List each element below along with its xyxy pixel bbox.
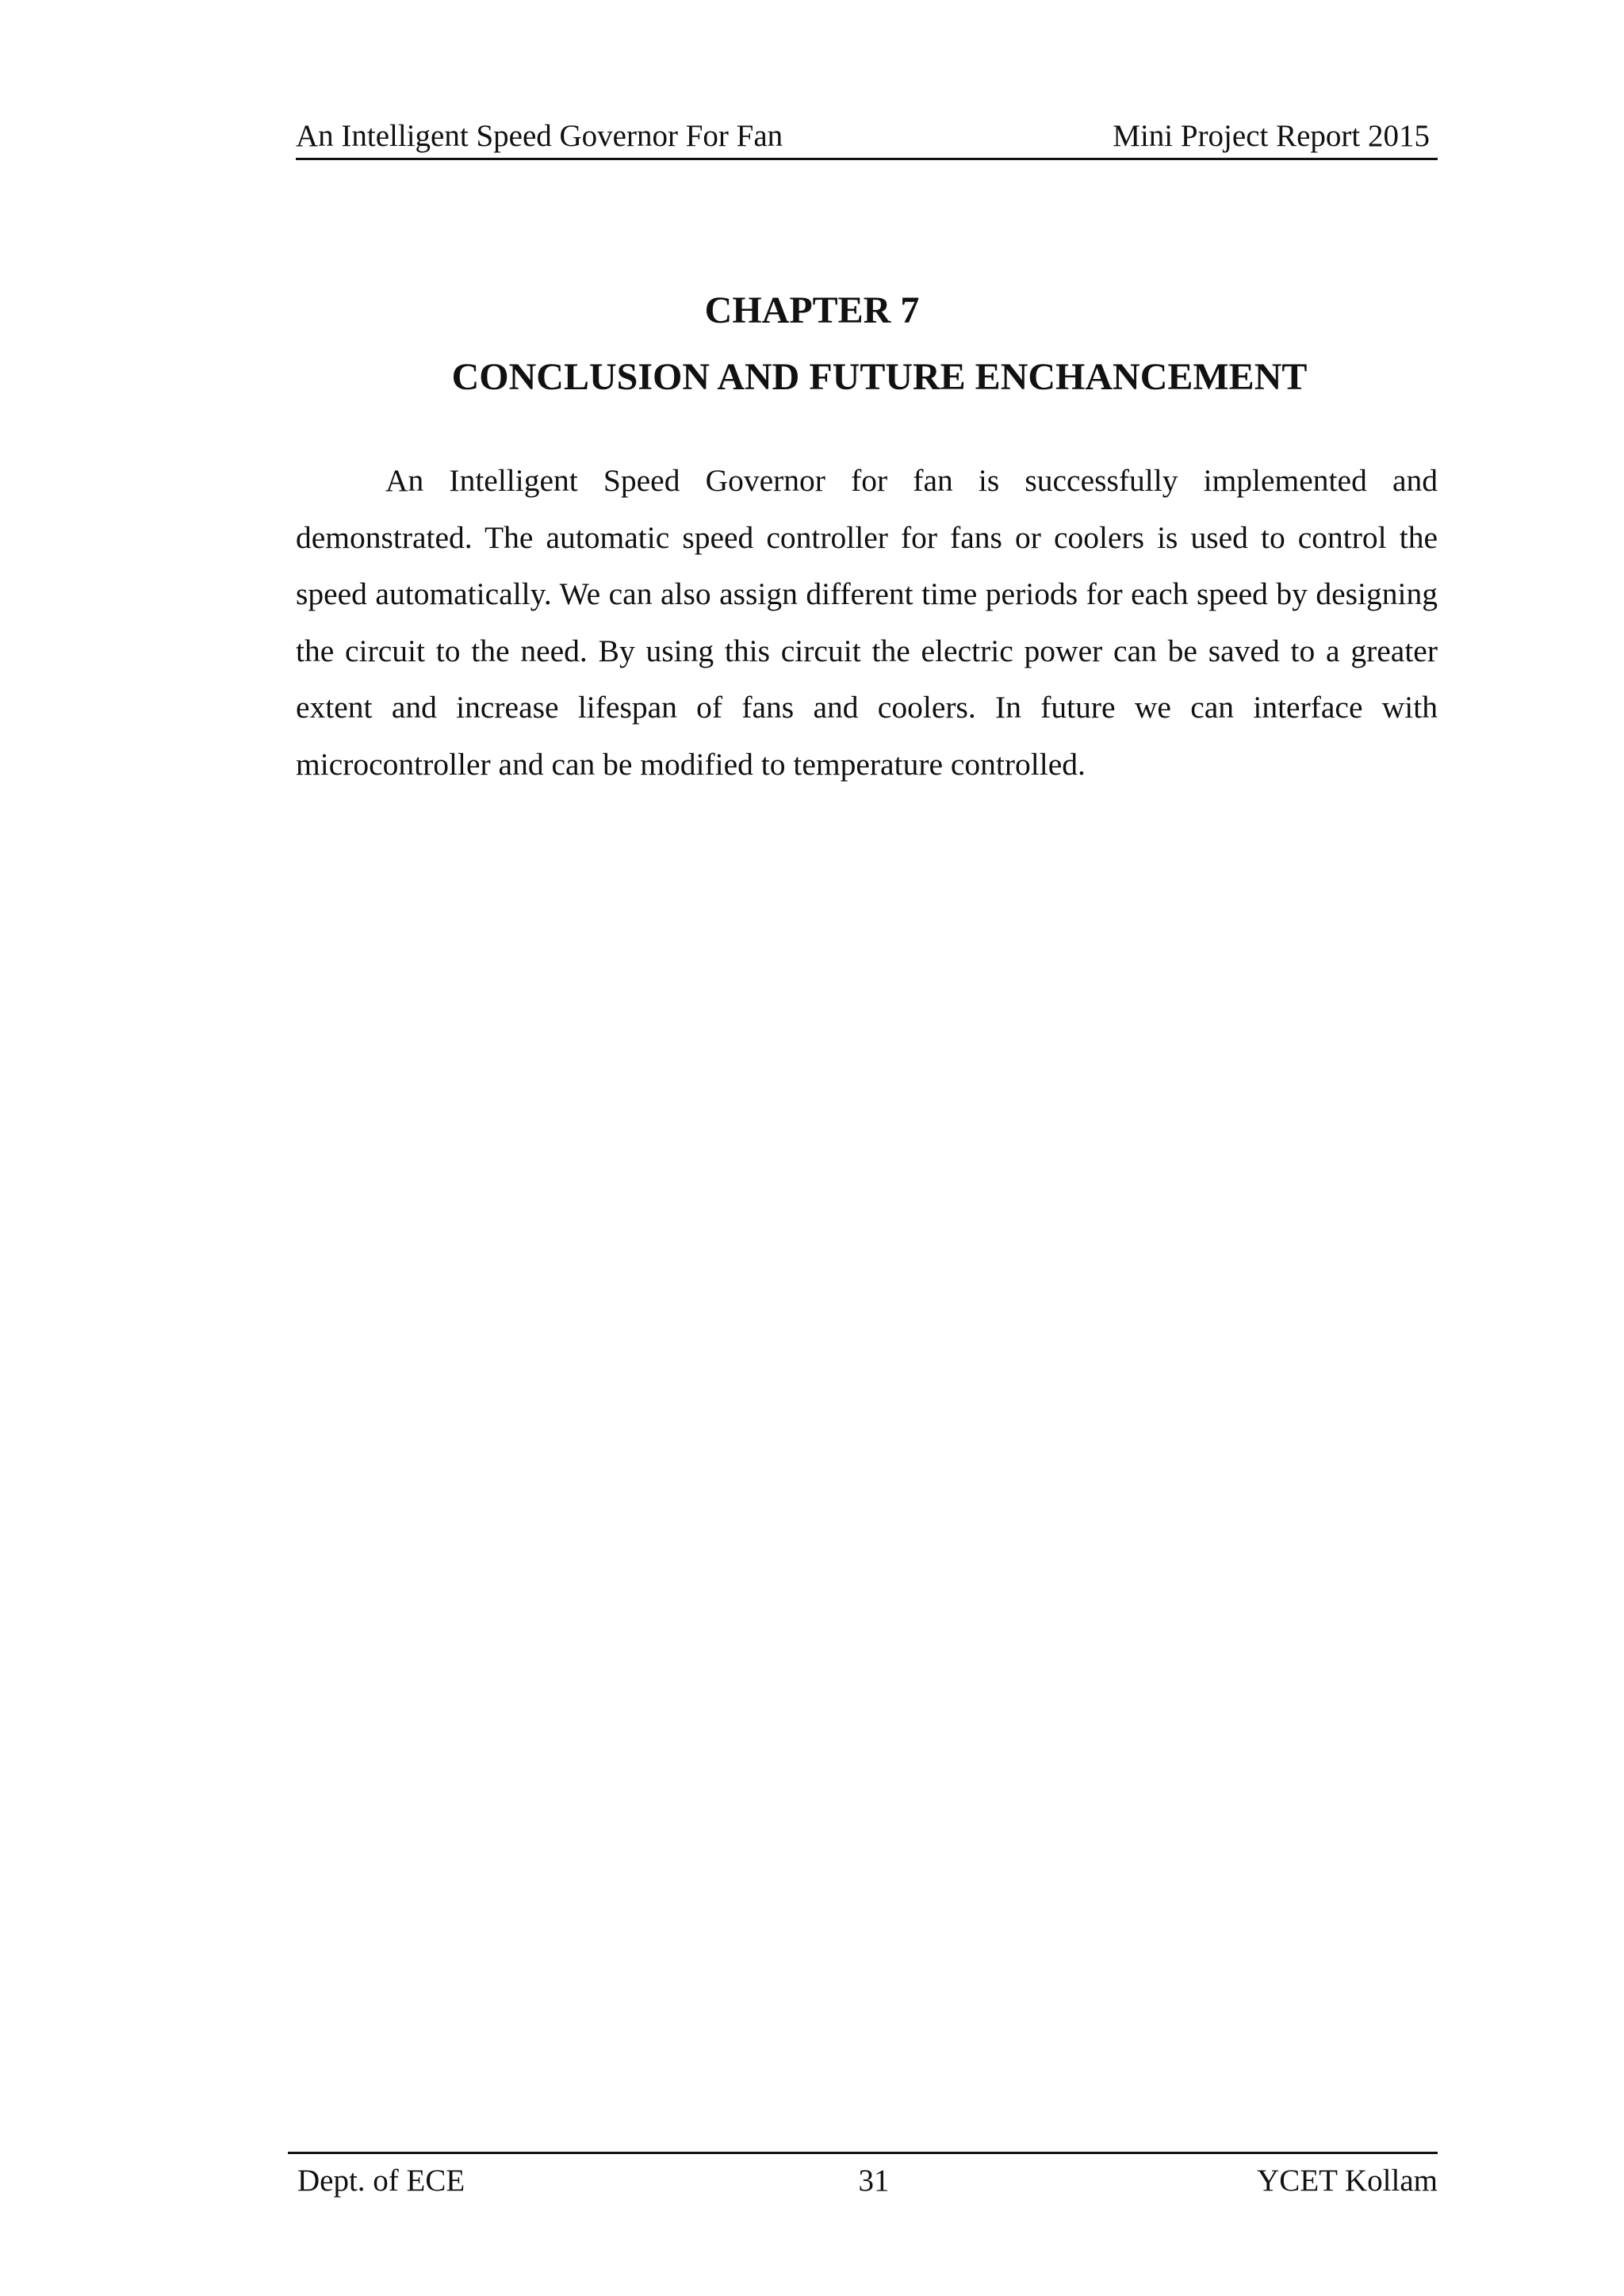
- page-footer: [288, 2152, 1438, 2199]
- footer-department: Dept. of ECE: [297, 2164, 465, 2198]
- body-paragraph: An Intelligent Speed Governor for fan is successfully implemented and demonstrated. The automatic speed controller for fans or coolers is used to control the speed automatically. We can also assign different time periods for each speed by designing the circuit to the need. By using this circuit the electric power can be saved to a greater extent and increase lifespan of fans and coolers. In future we can interface with microcontroller and can be modified to temperature controlled.: [296, 463, 1438, 782]
- header-report-label: Mini Project Report 2015: [1113, 119, 1430, 153]
- page-number: 31: [858, 2164, 890, 2198]
- header-title: An Intelligent Speed Governor For Fan: [296, 119, 783, 153]
- chapter-number: CHAPTER 7: [704, 289, 920, 331]
- footer-institution: YCET Kollam: [1257, 2164, 1438, 2198]
- chapter-title: CONCLUSION AND FUTURE ENCHANCEMENT: [451, 356, 1308, 398]
